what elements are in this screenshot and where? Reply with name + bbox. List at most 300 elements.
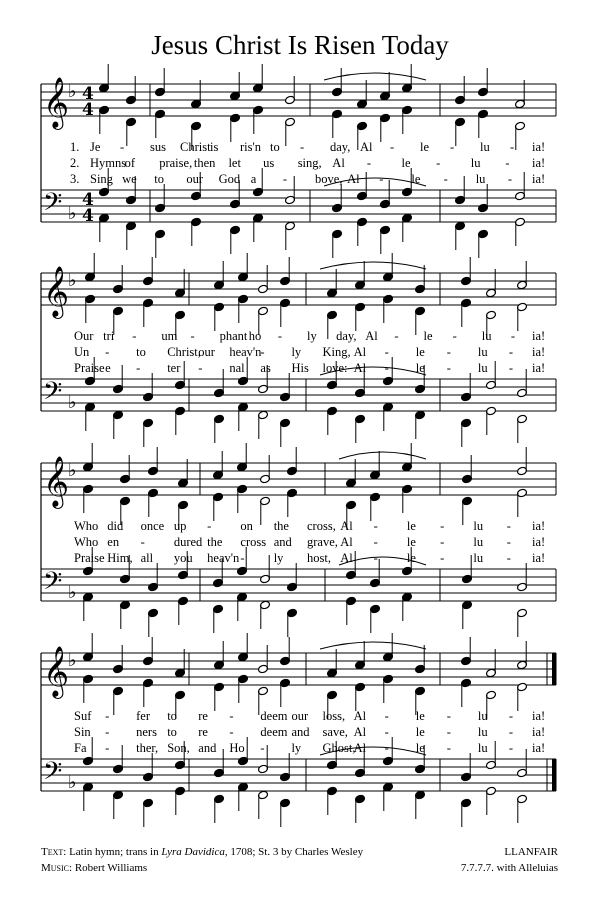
lyric-syllable: our bbox=[186, 172, 204, 186]
note bbox=[355, 641, 366, 670]
note bbox=[120, 455, 131, 484]
note bbox=[126, 221, 137, 250]
note bbox=[143, 798, 154, 827]
note bbox=[455, 76, 466, 105]
note bbox=[126, 76, 137, 105]
lyric-syllable: to bbox=[167, 709, 177, 723]
lyric-syllable: - bbox=[510, 140, 515, 154]
note bbox=[380, 225, 391, 254]
lyric-syllable: le bbox=[406, 519, 416, 533]
note bbox=[380, 72, 391, 101]
lyric-syllable: heav'n bbox=[207, 551, 240, 565]
lyric-syllable: Praise bbox=[74, 551, 105, 565]
note bbox=[383, 674, 394, 703]
lyric-syllable: ris'n bbox=[240, 140, 262, 154]
lyric-syllable: you bbox=[173, 551, 193, 565]
lyric-syllable: - bbox=[229, 725, 234, 739]
note bbox=[83, 443, 94, 472]
lyric-syllable: and bbox=[291, 725, 310, 739]
lyric-syllable: Our bbox=[74, 329, 94, 343]
lyric-syllable: ia! bbox=[532, 156, 546, 170]
note bbox=[230, 72, 241, 101]
lyric-syllable: save, bbox=[322, 725, 348, 739]
note bbox=[214, 682, 225, 711]
lyric-syllable: - bbox=[505, 156, 510, 170]
lyric-syllable: ther, bbox=[136, 741, 159, 755]
lyric-syllable: Je bbox=[90, 140, 101, 154]
lyric-syllable: lu bbox=[473, 519, 484, 533]
lyric-syllable: - bbox=[384, 361, 389, 375]
note bbox=[83, 782, 94, 811]
note bbox=[237, 592, 248, 621]
lyric-syllable: lu bbox=[470, 156, 481, 170]
final-barline bbox=[552, 759, 556, 791]
lyric-syllable: loss, bbox=[322, 709, 346, 723]
lyric-syllable: le bbox=[406, 535, 416, 549]
note bbox=[517, 414, 528, 443]
note bbox=[402, 105, 413, 134]
music-system bbox=[0, 633, 600, 833]
note bbox=[99, 64, 110, 93]
lyric-syllable: re bbox=[198, 725, 208, 739]
lyric-syllable: - bbox=[282, 172, 288, 186]
music-system bbox=[0, 253, 600, 453]
lyric-syllable: - bbox=[446, 361, 451, 375]
lyric-syllable: - bbox=[450, 140, 455, 154]
treble-clef-icon: 𝄞 bbox=[43, 646, 70, 697]
lyric-syllable: - bbox=[508, 345, 514, 359]
note bbox=[214, 641, 225, 670]
lyric-syllable: lu bbox=[477, 741, 488, 755]
note bbox=[517, 447, 528, 476]
lyric-syllable: le bbox=[415, 345, 425, 359]
lyric-syllable: deem bbox=[260, 725, 288, 739]
lyric-syllable: Son, bbox=[167, 741, 190, 755]
lyric-syllable: Al bbox=[332, 156, 345, 170]
lyric-syllable: all bbox=[140, 551, 154, 565]
lyric-syllable: - bbox=[440, 535, 445, 549]
lyric-syllable: ly bbox=[307, 329, 317, 343]
lyric-syllable: - bbox=[373, 519, 378, 533]
note bbox=[260, 600, 271, 629]
note bbox=[515, 217, 526, 246]
note bbox=[113, 790, 124, 819]
credits-left bbox=[41, 844, 363, 876]
lyric-syllable: Ho bbox=[229, 741, 245, 755]
note bbox=[383, 402, 394, 431]
lyric-syllable: le bbox=[423, 329, 433, 343]
lyric-syllable: Al bbox=[360, 140, 373, 154]
note bbox=[143, 298, 154, 327]
note bbox=[85, 294, 96, 323]
lyric-line bbox=[0, 172, 600, 188]
note bbox=[370, 451, 381, 480]
note bbox=[478, 109, 489, 138]
note bbox=[258, 645, 269, 674]
lyric-syllable: ia! bbox=[532, 535, 546, 549]
note bbox=[402, 213, 413, 242]
treble-clef-icon: 𝄞 bbox=[43, 77, 70, 128]
lyric-syllable: - bbox=[446, 709, 451, 723]
note bbox=[461, 637, 472, 666]
lyric-syllable: - bbox=[132, 329, 137, 343]
note bbox=[143, 678, 154, 707]
lyric-syllable: Al bbox=[340, 551, 353, 565]
lyric-syllable: - bbox=[506, 551, 511, 565]
lyric-syllable: lu bbox=[475, 172, 486, 186]
note bbox=[99, 105, 110, 134]
lyric-syllable: - bbox=[229, 709, 234, 723]
note bbox=[486, 786, 497, 815]
note bbox=[517, 488, 528, 517]
lyric-syllable: Al bbox=[340, 519, 353, 533]
verse-number: 3. bbox=[70, 172, 80, 186]
lyric-syllable: ia! bbox=[532, 709, 546, 723]
lyric-syllable: our bbox=[198, 345, 215, 359]
lyric-syllable: - bbox=[260, 741, 265, 755]
note bbox=[517, 682, 528, 711]
credits-right bbox=[461, 844, 558, 876]
note bbox=[237, 443, 248, 472]
lyric-syllable: - bbox=[506, 519, 511, 533]
lyric-syllable: to bbox=[136, 345, 146, 359]
note bbox=[287, 488, 298, 517]
note bbox=[383, 253, 394, 282]
lyric-syllable: we bbox=[122, 172, 137, 186]
lyric-syllable: sing, bbox=[297, 156, 322, 170]
lyric-syllable: ia! bbox=[532, 725, 546, 739]
lyric-syllable: - bbox=[140, 535, 145, 549]
note bbox=[357, 217, 368, 246]
lyric-syllable: cross bbox=[240, 535, 267, 549]
note bbox=[455, 221, 466, 250]
note bbox=[83, 633, 94, 662]
lyric-syllable: bove, bbox=[315, 172, 343, 186]
note bbox=[148, 447, 159, 476]
note bbox=[155, 68, 166, 97]
note bbox=[327, 786, 338, 815]
lyric-syllable: Al bbox=[353, 361, 367, 375]
bass-clef-icon: 𝄢 bbox=[43, 567, 63, 602]
lyric-syllable: Ghost, bbox=[322, 741, 356, 755]
lyric-syllable: Un bbox=[74, 345, 90, 359]
lyric-syllable: once bbox=[140, 519, 165, 533]
lyric-syllable: - bbox=[120, 140, 125, 154]
lyric-syllable: as bbox=[260, 361, 271, 375]
lyric-syllable: lu bbox=[473, 551, 484, 565]
lyric-syllable: Him, bbox=[107, 551, 133, 565]
lyric-syllable: - bbox=[198, 361, 203, 375]
time-signature: 4 bbox=[82, 190, 94, 210]
lyric-syllable: heav'n bbox=[229, 345, 262, 359]
lyric-syllable: King, bbox=[322, 345, 351, 359]
bass-clef-icon: 𝄢 bbox=[43, 377, 63, 412]
lyric-syllable: fer bbox=[136, 709, 150, 723]
lyric-syllable: - bbox=[366, 156, 372, 170]
lyric-syllable: Al bbox=[353, 345, 367, 359]
lyric-syllable: Al bbox=[353, 725, 367, 739]
note bbox=[517, 641, 528, 670]
lyric-syllable: - bbox=[373, 551, 378, 565]
note bbox=[462, 600, 473, 629]
lyric-line bbox=[0, 551, 600, 567]
lyric-syllable: sus bbox=[150, 140, 166, 154]
note bbox=[238, 294, 249, 323]
lyric-syllable: - bbox=[105, 709, 110, 723]
lyric-syllable: Fa bbox=[74, 741, 87, 755]
note bbox=[113, 645, 124, 674]
note bbox=[517, 261, 528, 290]
flat-sign-icon: ♭ bbox=[68, 582, 77, 603]
lyric-syllable: um bbox=[161, 329, 178, 343]
lyric-line bbox=[0, 535, 600, 551]
final-barline bbox=[552, 653, 556, 685]
lyric-syllable: the bbox=[207, 535, 223, 549]
note bbox=[285, 76, 296, 105]
slur bbox=[320, 262, 426, 269]
text-credit: Text: Latin hymn; trans in Lyra Davidica, 1708; St. 3 by Charles Wesley bbox=[41, 846, 364, 858]
note bbox=[332, 68, 343, 97]
note bbox=[238, 253, 249, 282]
lyric-syllable: ter bbox=[167, 361, 181, 375]
lyric-syllable: ia! bbox=[532, 140, 546, 154]
slur bbox=[339, 452, 426, 459]
lyric-syllable: phant bbox=[219, 329, 248, 343]
lyric-syllable: ia! bbox=[532, 329, 546, 343]
lyric-syllable: to bbox=[270, 140, 280, 154]
lyric-syllable: grave, bbox=[307, 535, 338, 549]
lyric-syllable: le bbox=[415, 725, 425, 739]
lyric-syllable: - bbox=[452, 329, 457, 343]
note bbox=[517, 302, 528, 331]
note bbox=[238, 402, 249, 431]
flat-sign-icon: ♭ bbox=[68, 270, 77, 291]
lyric-syllable: host, bbox=[307, 551, 331, 565]
note bbox=[478, 68, 489, 97]
lyric-syllable: le bbox=[420, 140, 430, 154]
lyric-syllable: lu bbox=[477, 725, 488, 739]
note bbox=[143, 257, 154, 286]
lyric-syllable: - bbox=[379, 172, 384, 186]
lyric-syllable: did bbox=[107, 519, 124, 533]
note bbox=[148, 488, 159, 517]
lyric-line bbox=[0, 725, 600, 741]
lyric-syllable: - bbox=[277, 329, 283, 343]
lyric-syllable: - bbox=[440, 519, 445, 533]
bass-clef-icon: 𝄢 bbox=[43, 188, 63, 223]
note bbox=[214, 794, 225, 823]
lyric-syllable: Al bbox=[353, 741, 367, 755]
lyric-syllable: ho bbox=[248, 329, 262, 343]
lyric-syllable: ia! bbox=[532, 741, 546, 755]
note bbox=[370, 604, 381, 633]
lyric-line bbox=[0, 741, 600, 757]
note bbox=[383, 633, 394, 662]
lyric-syllable: - bbox=[207, 519, 212, 533]
note bbox=[113, 410, 124, 439]
note bbox=[175, 786, 186, 815]
lyric-syllable: to bbox=[167, 725, 177, 739]
note bbox=[415, 790, 426, 819]
flat-sign-icon: ♭ bbox=[68, 460, 77, 481]
flat-sign-icon: ♭ bbox=[68, 650, 77, 671]
note bbox=[178, 596, 189, 625]
note bbox=[214, 261, 225, 290]
lyric-syllable: dured bbox=[173, 535, 203, 549]
note bbox=[214, 414, 225, 443]
note bbox=[285, 221, 296, 250]
lyric-syllable: love: bbox=[322, 361, 348, 375]
lyric-syllable: up bbox=[173, 519, 187, 533]
note bbox=[238, 674, 249, 703]
note bbox=[402, 592, 413, 621]
bass-clef-icon: 𝄢 bbox=[43, 757, 63, 792]
lyric-syllable: le bbox=[415, 741, 425, 755]
lyric-syllable: us bbox=[263, 156, 275, 170]
lyric-line bbox=[0, 156, 600, 172]
note bbox=[402, 484, 413, 513]
lyric-syllable: - bbox=[508, 709, 514, 723]
lyric-syllable: cross, bbox=[307, 519, 336, 533]
lyric-syllable: lu bbox=[473, 535, 484, 549]
lyric-line bbox=[0, 709, 600, 725]
note bbox=[280, 298, 291, 327]
lyric-syllable: ners bbox=[136, 725, 157, 739]
meter: 7.7.7.7. with Alleluias bbox=[460, 862, 558, 874]
verse-number: 2. bbox=[70, 156, 80, 170]
lyric-syllable: - bbox=[436, 156, 441, 170]
lyric-syllable: Sin bbox=[74, 725, 91, 739]
lyric-syllable: le bbox=[415, 361, 425, 375]
lyric-syllable: lu bbox=[477, 345, 488, 359]
lyric-line bbox=[0, 140, 600, 156]
lyric-syllable: Al bbox=[347, 172, 360, 186]
note bbox=[415, 265, 426, 294]
flat-sign-icon: ♭ bbox=[68, 81, 77, 102]
lyric-syllable: tri bbox=[103, 329, 115, 343]
lyric-syllable: le bbox=[406, 551, 416, 565]
lyric-syllable: ia! bbox=[532, 519, 546, 533]
time-signature: 4 bbox=[82, 100, 94, 120]
lyric-syllable: ia! bbox=[532, 172, 546, 186]
time-signature: 4 bbox=[82, 84, 94, 104]
lyric-syllable: - bbox=[384, 345, 389, 359]
note bbox=[113, 265, 124, 294]
lyric-syllable: - bbox=[506, 535, 511, 549]
note bbox=[237, 484, 248, 513]
note bbox=[415, 410, 426, 439]
lyric-syllable: ly bbox=[291, 741, 302, 755]
note bbox=[355, 682, 366, 711]
lyric-syllable: to bbox=[154, 172, 165, 186]
lyric-syllable: - bbox=[510, 329, 516, 343]
note bbox=[258, 790, 269, 819]
note bbox=[355, 414, 366, 443]
lyric-syllable: e bbox=[105, 361, 111, 375]
lyric-syllable: - bbox=[373, 535, 378, 549]
lyric-line bbox=[0, 361, 600, 377]
note bbox=[253, 64, 264, 93]
note bbox=[83, 674, 94, 703]
note bbox=[258, 410, 269, 439]
note bbox=[260, 455, 271, 484]
note bbox=[191, 217, 202, 246]
lyric-syllable: lu bbox=[477, 361, 488, 375]
flat-sign-icon: ♭ bbox=[68, 203, 77, 224]
note bbox=[383, 782, 394, 811]
lyric-syllable: - bbox=[190, 329, 195, 343]
note bbox=[415, 645, 426, 674]
lyric-syllable: a bbox=[250, 172, 257, 186]
note bbox=[461, 257, 472, 286]
note bbox=[355, 261, 366, 290]
note bbox=[83, 484, 94, 513]
note bbox=[402, 443, 413, 472]
note bbox=[213, 492, 224, 521]
note bbox=[280, 257, 291, 286]
note bbox=[462, 455, 473, 484]
lyric-syllable: - bbox=[446, 345, 451, 359]
flat-sign-icon: ♭ bbox=[68, 772, 77, 793]
lyric-syllable: the bbox=[273, 519, 289, 533]
lyric-syllable: Who bbox=[74, 535, 99, 549]
lyric-syllable: Al bbox=[340, 535, 353, 549]
note bbox=[486, 406, 497, 435]
lyric-syllable: Christ bbox=[180, 140, 211, 154]
lyric-syllable: - bbox=[136, 361, 141, 375]
note bbox=[143, 637, 154, 666]
lyric-syllable: en bbox=[107, 535, 120, 549]
note bbox=[175, 406, 186, 435]
lyric-syllable: of bbox=[124, 156, 136, 170]
note bbox=[280, 678, 291, 707]
lyric-syllable: and bbox=[273, 535, 292, 549]
note bbox=[332, 109, 343, 138]
lyric-syllable: then bbox=[193, 156, 216, 170]
lyric-line bbox=[0, 345, 600, 361]
lyric-syllable: - bbox=[384, 741, 389, 755]
lyric-syllable: Al bbox=[365, 329, 378, 343]
note bbox=[238, 633, 249, 662]
lyric-syllable: Who bbox=[74, 519, 99, 533]
lyric-syllable: - bbox=[384, 725, 389, 739]
lyric-syllable: lu bbox=[480, 140, 490, 154]
lyric-syllable: - bbox=[384, 709, 389, 723]
lyric-syllable: - bbox=[507, 172, 513, 186]
lyric-syllable: ia! bbox=[532, 345, 546, 359]
note bbox=[370, 492, 381, 521]
note bbox=[355, 302, 366, 331]
lyric-syllable: nal bbox=[229, 361, 245, 375]
lyric-syllable: ia! bbox=[532, 361, 546, 375]
lyric-syllable: - bbox=[394, 329, 399, 343]
lyric-syllable: Praise bbox=[74, 361, 105, 375]
lyric-syllable: - bbox=[440, 551, 445, 565]
lyric-syllable: ly bbox=[291, 345, 302, 359]
note bbox=[383, 294, 394, 323]
lyric-syllable: - bbox=[105, 345, 110, 359]
lyric-syllable: le bbox=[401, 156, 411, 170]
slur bbox=[320, 642, 426, 649]
flat-sign-icon: ♭ bbox=[68, 392, 77, 413]
lyric-syllable: lu bbox=[477, 709, 488, 723]
note bbox=[99, 213, 110, 242]
lyric-syllable: - bbox=[390, 140, 395, 154]
note bbox=[461, 678, 472, 707]
hymn-title: Jesus Christ Is Risen Today bbox=[151, 30, 449, 60]
lyric-syllable: - bbox=[508, 741, 514, 755]
note bbox=[461, 298, 472, 327]
